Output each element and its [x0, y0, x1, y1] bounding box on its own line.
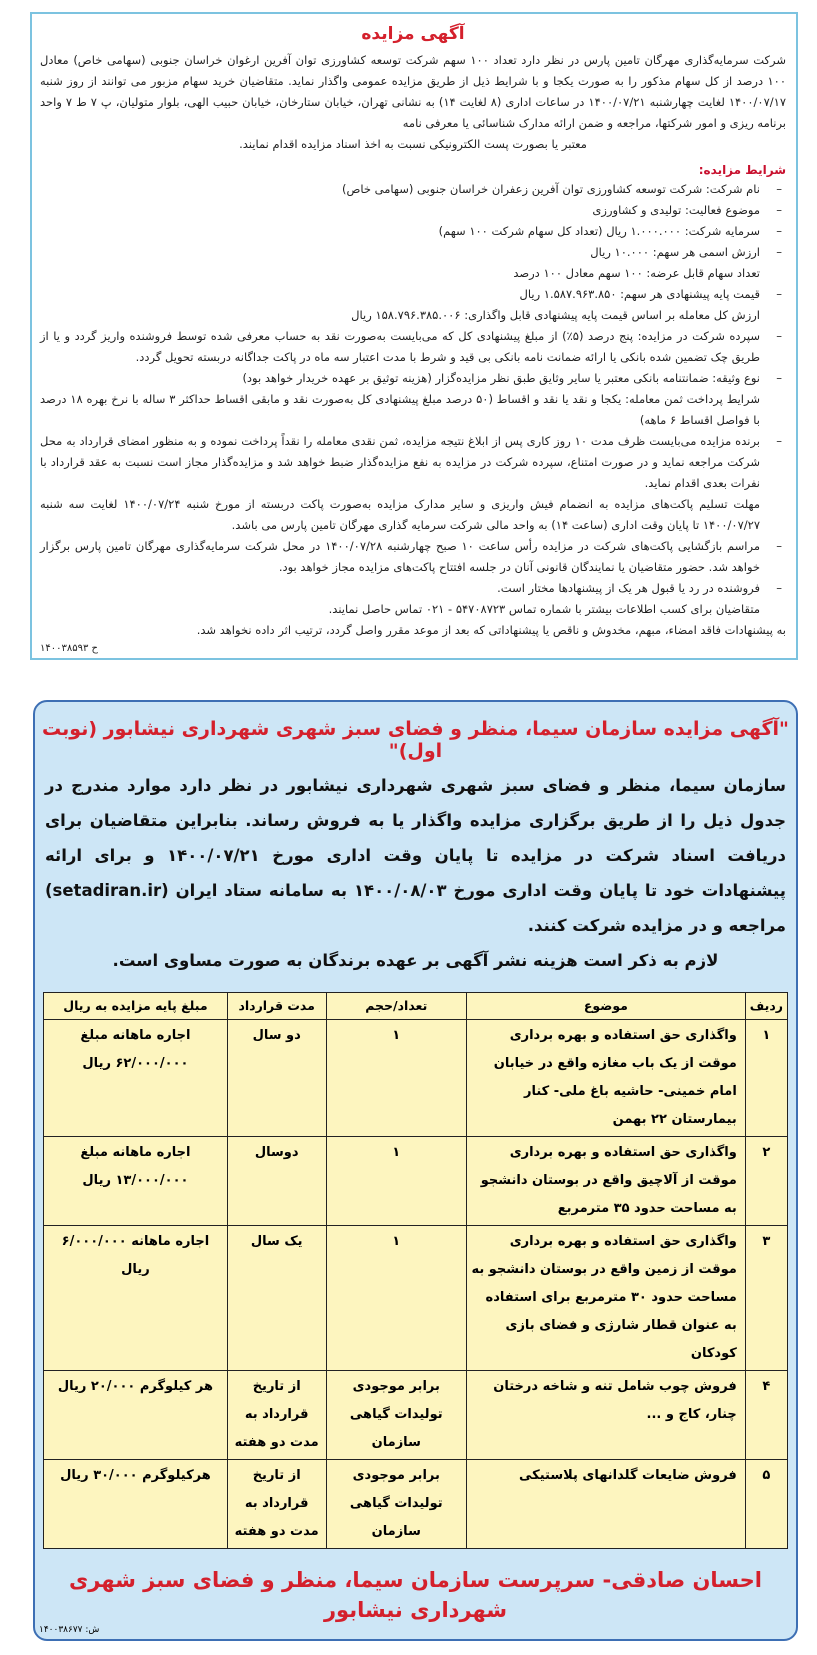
table-row	[44, 1371, 788, 1460]
table-row	[44, 1137, 788, 1226]
column-header: مدت قرارداد	[227, 993, 326, 1020]
table-cell: ۲	[745, 1137, 787, 1226]
table-row	[44, 1226, 788, 1371]
auction-items-table	[43, 992, 788, 1549]
condition-item: – نام شرکت: شرکت توسعه کشاورزی توان آفرین زعفران خراسان جنوبی (سهامی خاص)	[40, 179, 786, 200]
table-cell: ۱	[326, 1137, 467, 1226]
condition-item: – سرمایه شرکت: ۱.۰۰۰.۰۰۰ ریال (تعداد کل سهام شرکت ۱۰۰ سهم)	[40, 221, 786, 242]
table-cell: هر کیلوگرم ۲۰/۰۰۰ ریال	[44, 1371, 228, 1460]
condition-item: شرایط پرداخت ثمن معامله: یکجا و نقد یا نقد و اقساط (۵۰ درصد مبلغ پیشنهادی کل به‌صورت نقد و مابقی اقساط حداکثر ۳ ساله با نرخ بهره ۱۸ درصد با فواصل اقساط ۶ ماهه)	[40, 392, 760, 427]
notice-title: "آگهی مزایده سازمان سیما، منظر و فضای سبز شهری شهرداری نیشابور (نوبت اول)"	[42, 718, 789, 762]
signature: احسان صادقی- سرپرست سازمان سیما، منظر و فضای سبز شهری شهرداری نیشابور	[69, 1568, 762, 1622]
condition-item: مهلت تسلیم پاکت‌های مزایده به انضمام فیش واریزی و سایر مدارک مزایده به‌صورت پاکت دربسته از مورخ شنبه ۱۴۰۰/۰۷/۲۴ لغایت سه شنبه ۱۴۰۰/۰۷/۲۷ تا پایان وقت اداری (ساعت ۱۴) به واحد مالی شرکت سرمایه گذاری مهرگان تامین پارس می باشد.	[40, 497, 760, 532]
table-cell: دوسال	[227, 1137, 326, 1226]
table-cell: از تاریخ قرارداد به مدت دو هفته	[227, 1371, 326, 1460]
table-cell: از تاریخ قرارداد به مدت دو هفته	[227, 1460, 326, 1549]
notice-intro-last: معتبر یا بصورت پست الکترونیکی نسبت به اخذ اسناد مزایده اقدام نمایند.	[239, 137, 587, 151]
notice-body-text: سازمان سیما، منظر و فضای سبز شهری شهرداری نیشابور در نظر دارد موارد مندرج در جدول ذیل را از طریق برگزاری مزایده واگذار یا به فروش رساند. بنابراین متقاضیان برای دریافت اسناد شرکت در مزایده تا پایان وقت اداری مورخ ۱۴۰۰/۰۷/۲۱ و برای ارائه پیشنهادات خود تا پایان وقت اداری مورخ ۱۴۰۰/۰۸/۰۳ به سامانه ستاد ایران (setadiran.ir) مراجعه و در مزایده شرکت کنند.	[45, 776, 786, 935]
table-cell: هرکیلوگرم ۳۰/۰۰۰ ریال	[44, 1460, 228, 1549]
condition-item: – مراسم بازگشایی پاکت‌های شرکت در مزایده رأس ساعت ۱۰ صبح چهارشنبه ۱۴۰۰/۰۷/۲۸ در محل شرکت سرمایه‌گذاری مهرگان تامین پارس برگزار خواهد شد. حضور متقاضیان یا نمایندگان قانونی آنان در جلسه افتتاح پاکت‌های مزایده مجاز خواهد بود.	[40, 536, 786, 578]
condition-item: – ارزش اسمی هر سهم: ۱۰.۰۰۰ ریال	[40, 242, 786, 263]
condition-item: به پیشنهادات فاقد امضاء، مبهم، مخدوش و ناقص یا پیشنهاداتی که بعد از موعد مقرر واصل گردد، ترتیب اثر داده نخواهد شد.	[196, 623, 786, 637]
table-cell: ۱	[745, 1020, 787, 1137]
ad-code: ح ۱۴۰۰۳۸۵۹۳	[40, 643, 98, 654]
condition-item: – نوع وثیقه: ضمانتنامه بانکی معتبر یا سایر وثایق طبق نظر مزایده‌گزار (هزینه توثیق بر عهده خریدار خواهد بود)	[40, 368, 786, 389]
auction-notice-mehregan	[30, 12, 798, 660]
table-cell: ۱	[326, 1020, 467, 1137]
condition-item: ارزش کل معامله بر اساس قیمت پایه پیشنهادی قابل واگذاری: ۱۵۸.۷۹۶.۳۸۵.۰۰۶ ریال	[351, 308, 760, 322]
column-header: مبلغ پایه مزایده به ریال	[44, 993, 228, 1020]
conditions-list	[40, 179, 786, 641]
table-cell: ۴	[745, 1371, 787, 1460]
conditions-heading: شرایط مزایده:	[698, 163, 786, 177]
notice-intro: شرکت سرمایه‌گذاری مهرگان تامین پارس در نظر دارد تعداد ۱۰۰ سهم شرکت توسعه کشاورزی توان آفرین ارغوان خراسان جنوبی (سهامی خاص) معادل ۱۰۰ درصد از کل سهام مذکور را به صورت یکجا و با شرایط ذیل از طریق مزایده عمومی واگذار نماید. متقاضیان خرید سهام مزبور می توانند از روز شنبه ۱۴۰۰/۰۷/۱۷ لغایت چهارشنبه ۱۴۰۰/۰۷/۲۱ در ساعات اداری (۸ لغایت ۱۴) به نشانی تهران، خیابان ستارخان، خیابان حبیب الهی، بلوار متولیان، پ ۷ ط ۷ واحد برنامه ریزی و امور شرکتها، مراجعه و ضمن ارائه مدارک شناسائی یا معرفی نامه	[40, 53, 786, 130]
condition-item: – برنده مزایده می‌بایست ظرف مدت ۱۰ روز کاری پس از ابلاغ نتیجه مزایده، ثمن نقدی معامله را نقداً پرداخت نموده و به منظور امضای قرارداد به محل شرکت مراجعه نماید و در صورت امتناع، سپرده شرکت در مزایده به نفع مزایده‌گذار ضبط خواهد شد و مزایده‌گذار مجاز است نسبت به عقد قرارداد با نفرات بعدی اقدام نماید.	[40, 431, 786, 494]
condition-item: – موضوع فعالیت: تولیدی و کشاورزی	[40, 200, 786, 221]
ad-code: ش: ۱۴۰۰۳۸۶۷۷	[39, 1625, 100, 1635]
condition-item: تعداد سهام قابل عرضه: ۱۰۰ سهم معادل ۱۰۰ درصد	[513, 266, 760, 280]
condition-item: – سپرده شرکت در مزایده: پنج درصد (۵٪) از مبلغ پیشنهادی کل که می‌بایست به‌صورت نقد به حساب معرفی شده توسط فروشنده واریز گردد و یا از طریق چک تضمین شده بانکی یا ارائه ضمانت نامه بانکی بی قید و شرط با مدت اعتبار سه ماه در پاکت جداگانه دربسته تحویل گردد.	[40, 326, 786, 368]
condition-item: – قیمت پایه پیشنهادی هر سهم: ۱.۵۸۷.۹۶۳.۸۵۰ ریال	[40, 284, 786, 305]
table-row	[44, 1020, 788, 1137]
table-cell: ۱	[326, 1226, 467, 1371]
column-header: موضوع	[467, 993, 746, 1020]
condition-item: – فروشنده در رد یا قبول هر یک از پیشنهادها مختار است.	[40, 578, 786, 599]
table-cell: ۵	[745, 1460, 787, 1549]
table-cell: فروش چوب شامل تنه و شاخه درختان چنار، کاج و ...	[467, 1371, 746, 1460]
table-cell: اجاره ماهانه ۶/۰۰۰/۰۰۰ ریال	[44, 1226, 228, 1371]
table-cell: ۳	[745, 1226, 787, 1371]
notice-body	[35, 762, 796, 978]
table-cell: اجاره ماهانه مبلغ ۶۲/۰۰۰/۰۰۰ ریال	[44, 1020, 228, 1137]
table-cell: یک سال	[227, 1226, 326, 1371]
table-cell: برابر موجودی تولیدات گیاهی سازمان	[326, 1460, 467, 1549]
column-header: ردیف	[745, 993, 787, 1020]
column-header: تعداد/حجم	[326, 993, 467, 1020]
table-cell: واگذاری حق استفاده و بهره برداری موقت از زمین واقع در بوستان دانشجو به مساحت حدود ۳۰ مترمربع برای استفاده به عنوان قطار شارژی و فضای بازی کودکان	[467, 1226, 746, 1371]
table-row	[44, 1460, 788, 1549]
table-cell: دو سال	[227, 1020, 326, 1137]
auction-notice-neyshabur	[33, 700, 798, 1641]
condition-item: متقاضیان برای کسب اطلاعات بیشتر با شماره تماس ۵۴۷۰۸۷۲۳ - ۰۲۱ تماس حاصل نمایند.	[328, 602, 760, 616]
notice-title: آگهی مزایده	[361, 24, 465, 44]
table-cell: واگذاری حق استفاده و بهره برداری موقت از یک باب مغازه واقع در خیابان امام خمینی- حاشیه باغ ملی- کنار بیمارستان ۲۲ بهمن	[467, 1020, 746, 1137]
table-cell: برابر موجودی تولیدات گیاهی سازمان	[326, 1371, 467, 1460]
notice-note: لازم به ذکر است هزینه نشر آگهی بر عهده برندگان به صورت مساوی است.	[112, 951, 719, 970]
table-cell: فروش ضایعات گلدانهای پلاستیکی	[467, 1460, 746, 1549]
table-header-row	[44, 993, 788, 1020]
table-cell: اجاره ماهانه مبلغ ۱۳/۰۰۰/۰۰۰ ریال	[44, 1137, 228, 1226]
table-cell: واگذاری حق استفاده و بهره برداری موقت از آلاچیق واقع در بوستان دانشجو به مساحت حدود ۳۵ مترمربع	[467, 1137, 746, 1226]
